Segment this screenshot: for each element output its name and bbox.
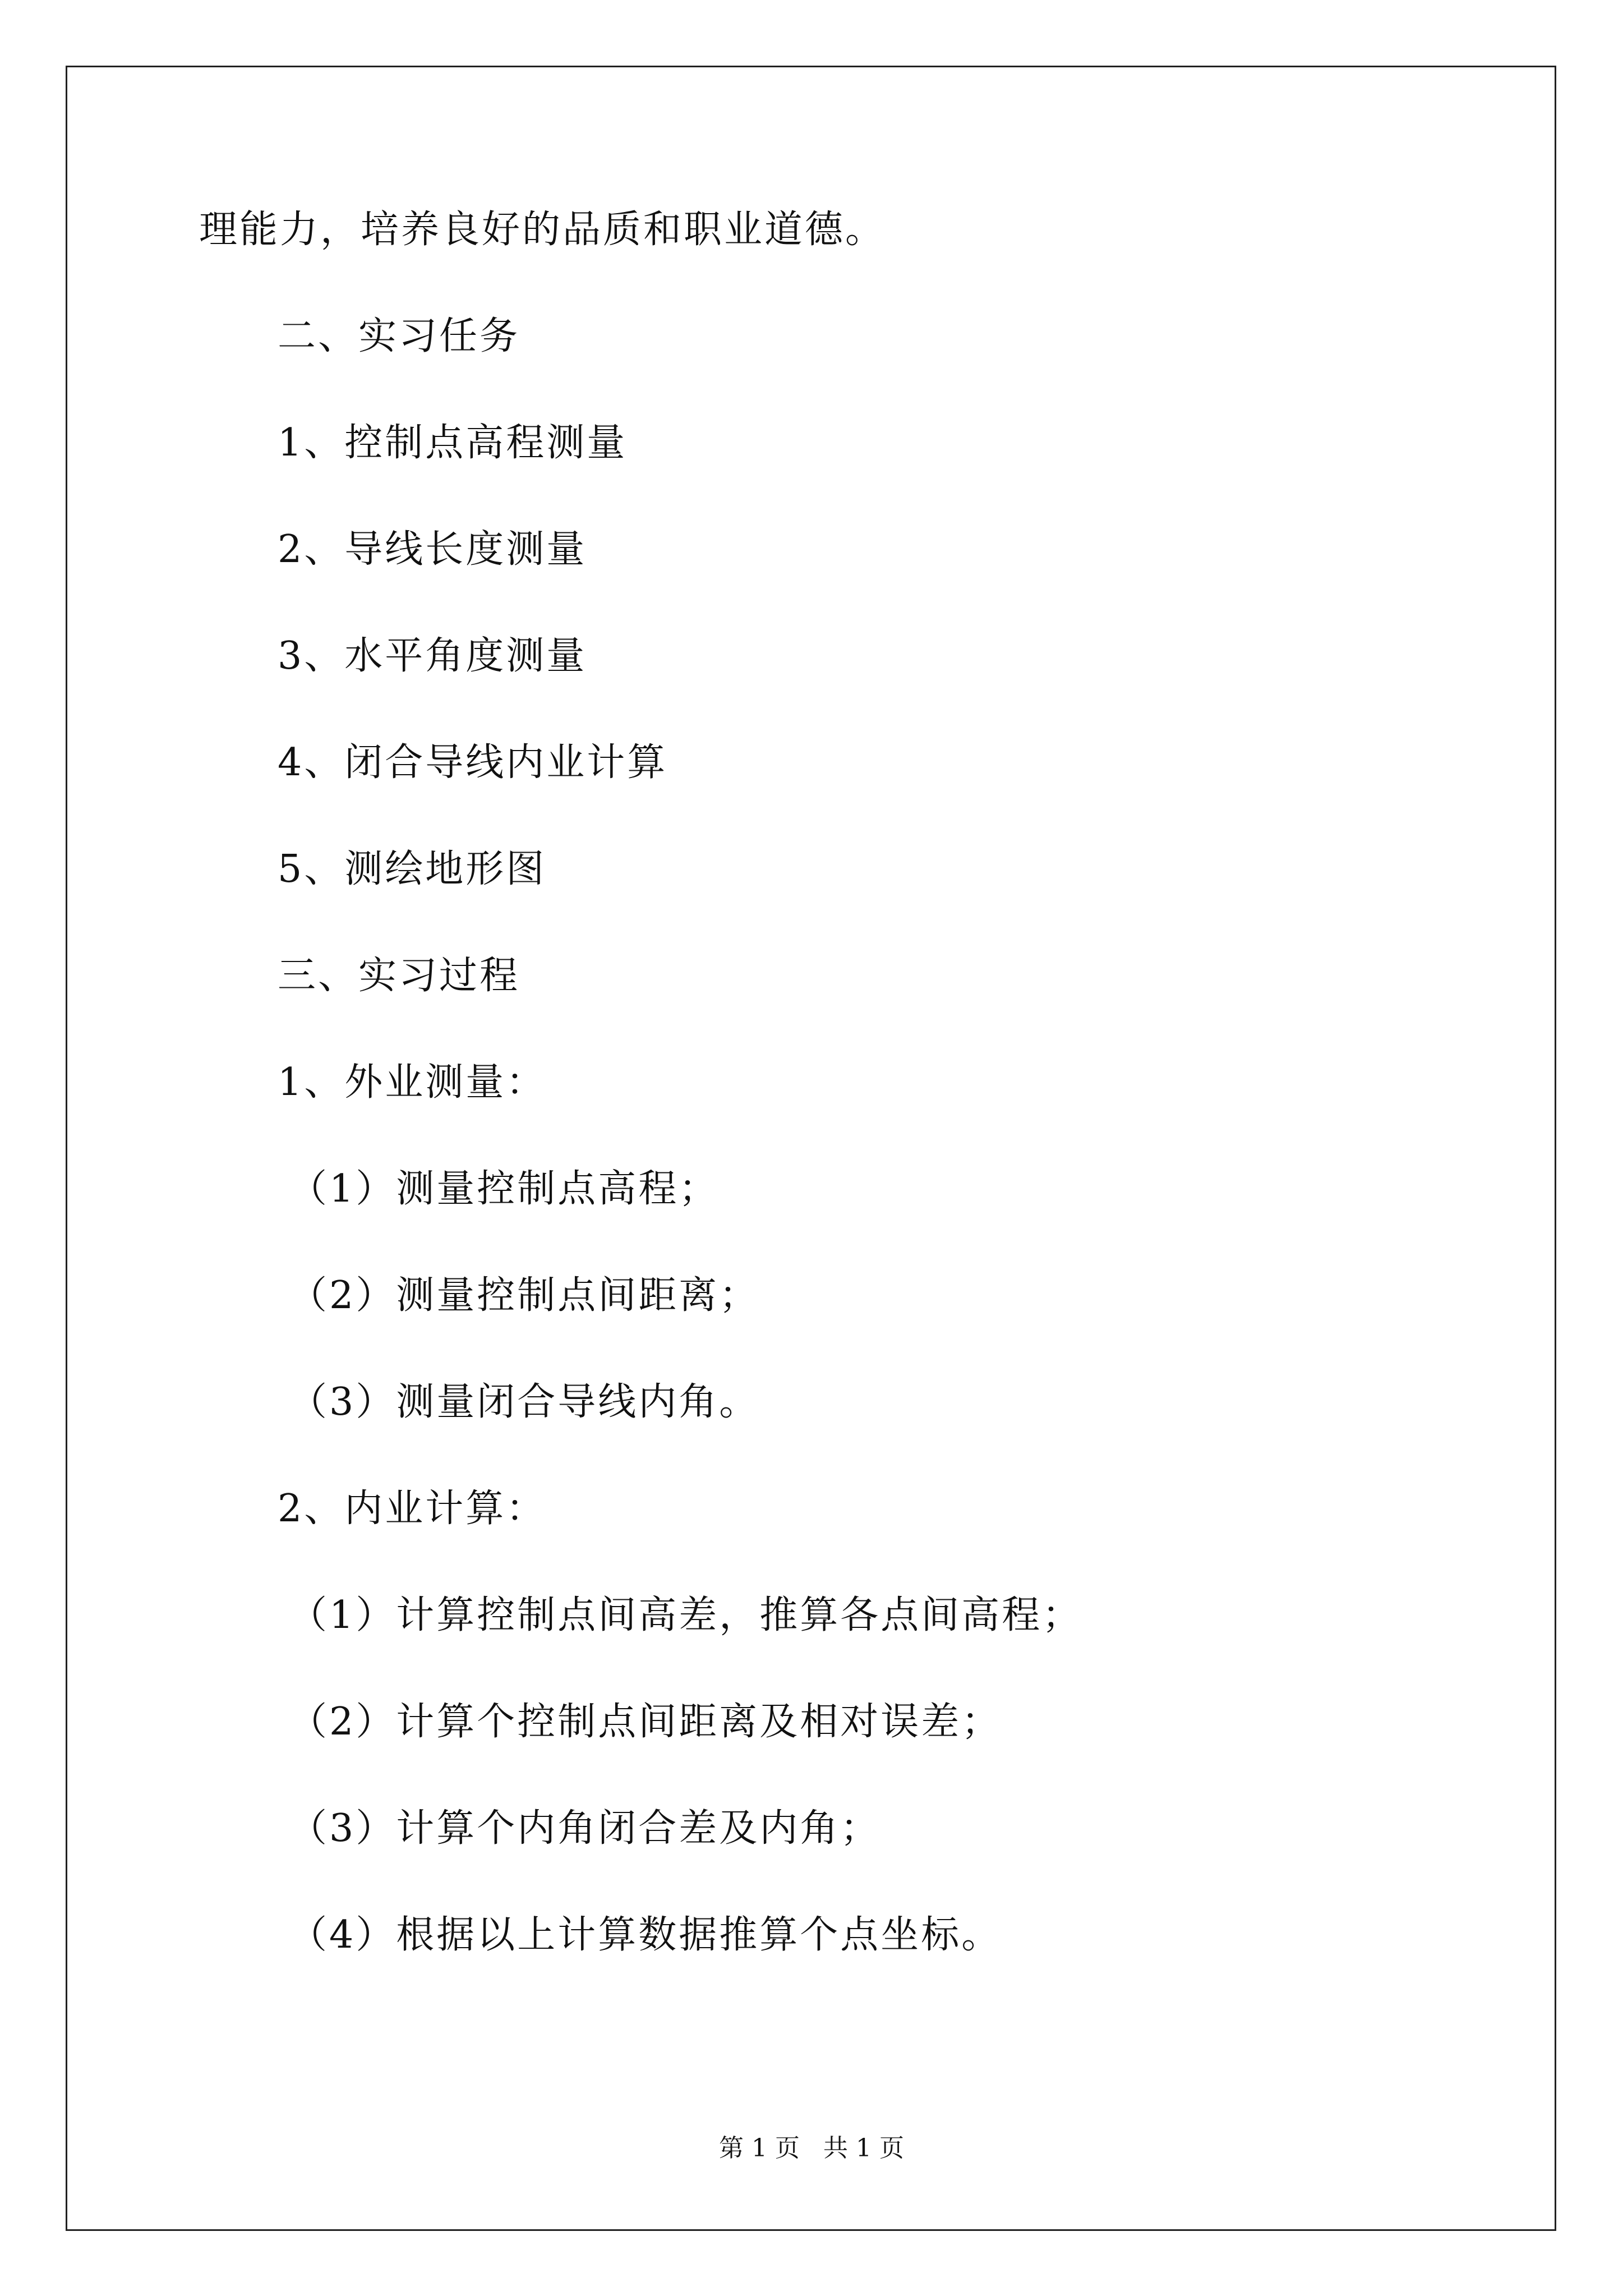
task-item-5: 5、测绘地形图	[278, 847, 547, 891]
office-subitem-1: （1）计算控制点间高差，推算各点间高程；	[289, 1593, 1083, 1637]
task-item-1: 1、控制点高程测量	[278, 421, 628, 465]
office-subitem-4: （4）根据以上计算数据推算个点坐标。	[289, 1913, 1002, 1957]
office-subitem-2: （2）计算个控制点间距离及相对误差；	[289, 1700, 1002, 1744]
section-heading-tasks: 二、实习任务	[278, 314, 520, 358]
text-line-continuation: 理能力，培养良好的品质和职业道德。	[199, 208, 886, 252]
task-item-2: 2、导线长度测量	[278, 527, 587, 572]
field-subitem-1: （1）测量控制点高程；	[289, 1167, 720, 1211]
task-item-3: 3、水平角度测量	[278, 634, 587, 678]
process-item-office: 2、内业计算：	[278, 1487, 547, 1531]
section-heading-process: 三、实习过程	[278, 954, 520, 998]
field-subitem-3: （3）测量闭合导线内角。	[289, 1380, 760, 1424]
field-subitem-2: （2）测量控制点间距离；	[289, 1273, 760, 1318]
page-footer: 第 1 页 共 1 页	[719, 2134, 904, 2162]
task-item-4: 4、闭合导线内业计算	[278, 740, 668, 785]
process-item-field: 1、外业测量：	[278, 1060, 547, 1105]
page-border	[66, 66, 1556, 2231]
office-subitem-3: （3）计算个内角闭合差及内角；	[289, 1806, 881, 1851]
